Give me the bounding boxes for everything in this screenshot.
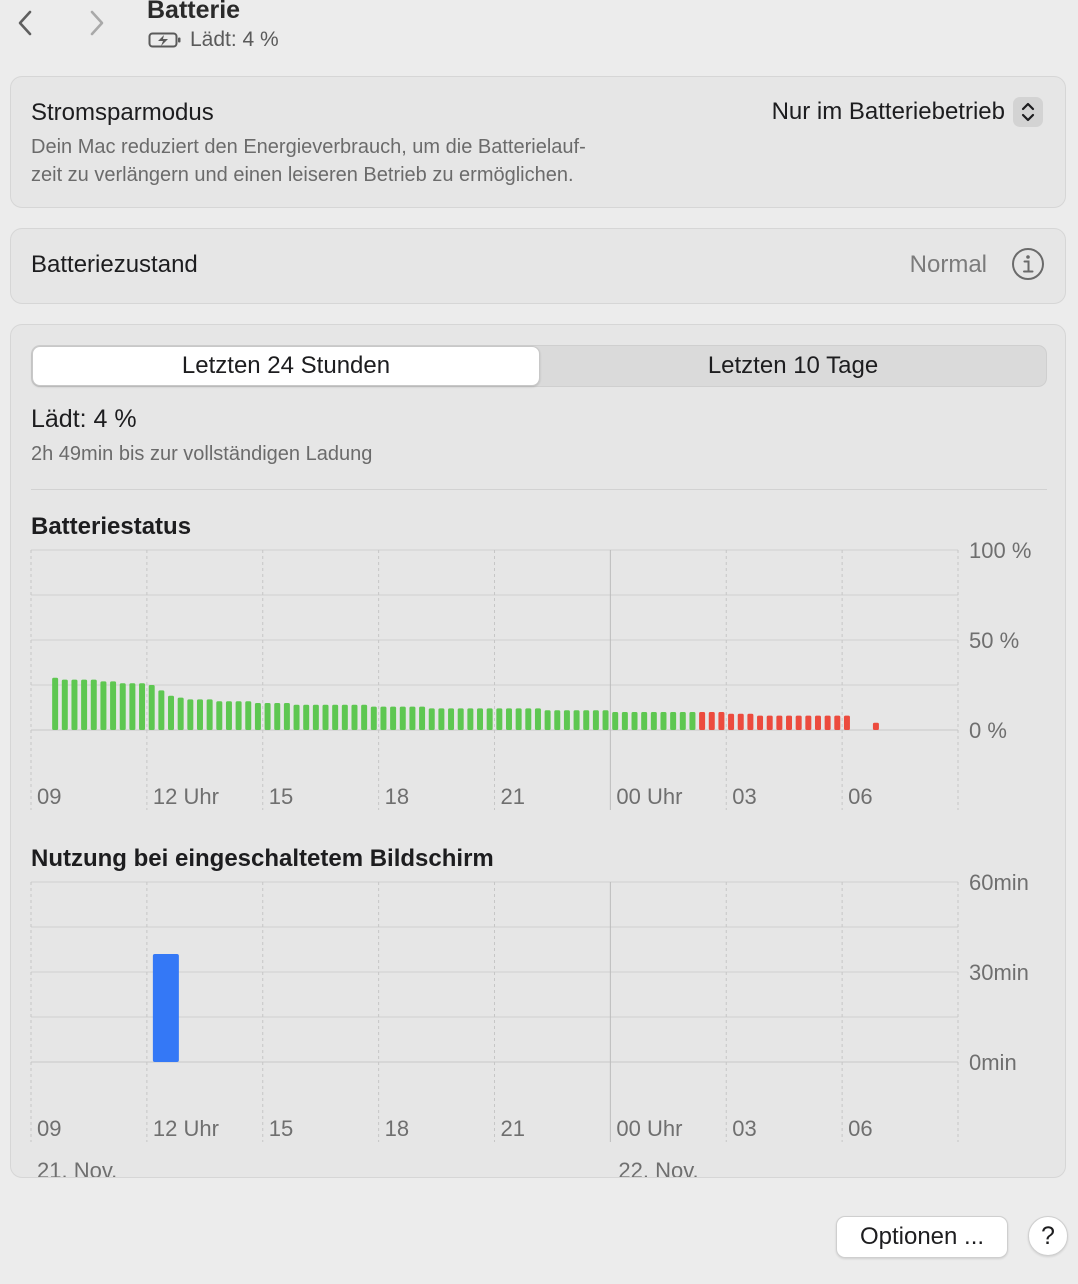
battery-charging-icon bbox=[148, 31, 182, 49]
battery-bar-charged bbox=[236, 701, 242, 730]
battery-bar-charged bbox=[670, 712, 676, 730]
battery-bar-charged bbox=[120, 683, 126, 730]
battery-bar-charged bbox=[245, 701, 251, 730]
time-remaining: 2h 49min bis zur vollständigen Ladung bbox=[31, 443, 373, 465]
battery-bar-charged bbox=[516, 708, 522, 730]
battery-bar-low bbox=[815, 716, 821, 730]
popup-selected-value: Nur im Batteriebetrieb bbox=[771, 98, 1005, 125]
battery-chart-x-tick-label: 00 Uhr bbox=[616, 784, 683, 809]
battery-bar-charged bbox=[390, 707, 396, 730]
battery-chart-x-tick-label: 12 Uhr bbox=[152, 784, 219, 809]
battery-bar-low bbox=[699, 712, 705, 730]
battery-bar-charged bbox=[438, 708, 444, 730]
date-label: 22. Nov. bbox=[618, 1158, 699, 1177]
battery-bar-charged bbox=[429, 708, 435, 730]
battery-bar-charged bbox=[641, 712, 647, 730]
battery-bar-charged bbox=[496, 708, 502, 730]
usage-chart-title: Nutzung bei eingeschaltetem Bildschirm bbox=[31, 845, 494, 872]
battery-chart-x-tick-label: 18 bbox=[384, 784, 410, 809]
battery-bar-charged bbox=[564, 710, 570, 730]
subtitle-text: Lädt: 4 % bbox=[190, 28, 279, 51]
usage-chart-y-tick-label: 60min bbox=[969, 870, 1029, 895]
battery-bar-charged bbox=[332, 705, 338, 730]
battery-bar-low bbox=[738, 714, 744, 730]
battery-bar-low bbox=[825, 716, 831, 730]
battery-bar-charged bbox=[100, 681, 106, 730]
battery-bar-charged bbox=[545, 710, 551, 730]
battery-bar-charged bbox=[632, 712, 638, 730]
battery-bar-charged bbox=[323, 705, 329, 730]
battery-bar-low bbox=[757, 716, 763, 730]
battery-health-title: Batteriezustand bbox=[31, 251, 198, 278]
battery-bar-charged bbox=[294, 705, 300, 730]
usage-chart-x-tick-label: 15 bbox=[268, 1116, 294, 1141]
battery-bar-charged bbox=[409, 707, 415, 730]
usage-chart-x-tick-label: 21 bbox=[500, 1116, 525, 1141]
battery-bar-charged bbox=[255, 703, 261, 730]
battery-bar-charged bbox=[284, 703, 290, 730]
help-button[interactable]: ? bbox=[1028, 1216, 1068, 1256]
battery-bar-low bbox=[786, 716, 792, 730]
battery-bar-charged bbox=[680, 712, 686, 730]
battery-bar-charged bbox=[400, 707, 406, 730]
chevron-right-icon[interactable] bbox=[80, 6, 114, 40]
battery-chart-y-tick-label: 50 % bbox=[969, 628, 1020, 653]
battery-chart-y-tick-label: 0 % bbox=[969, 718, 1007, 743]
battery-bar-charged bbox=[139, 683, 145, 730]
battery-bar-charged bbox=[168, 696, 174, 730]
usage-chart-x-tick-label: 03 bbox=[732, 1116, 757, 1141]
charge-status: Lädt: 4 % bbox=[31, 405, 137, 433]
usage-chart-y-tick-label: 30min bbox=[969, 960, 1029, 985]
battery-chart-x-tick-label: 15 bbox=[268, 784, 294, 809]
battery-chart-y-tick-label: 100 % bbox=[969, 538, 1032, 563]
battery-bar-charged bbox=[207, 699, 213, 730]
battery-bar-charged bbox=[313, 705, 319, 730]
options-button[interactable]: Optionen ... bbox=[836, 1216, 1008, 1258]
battery-bar-low bbox=[844, 716, 850, 730]
battery-chart-x-tick-label: 21 bbox=[500, 784, 525, 809]
page-title: Batterie bbox=[147, 0, 241, 24]
battery-bar-charged bbox=[149, 685, 155, 730]
up-down-chevron-icon[interactable] bbox=[1013, 97, 1043, 127]
battery-bar-charged bbox=[448, 708, 454, 730]
description-line-1: Dein Mac reduziert den Energieverbrauch, um die Batterielauf- bbox=[31, 136, 586, 158]
battery-bar-charged bbox=[660, 712, 666, 730]
battery-bar-charged bbox=[535, 708, 541, 730]
usage-card bbox=[10, 324, 1066, 1178]
battery-bar-charged bbox=[689, 712, 695, 730]
battery-bar-charged bbox=[62, 680, 68, 730]
battery-bar-low bbox=[776, 716, 782, 730]
battery-bar-charged bbox=[197, 699, 203, 730]
power-saving-popup[interactable] bbox=[772, 97, 1043, 127]
power-saving-description bbox=[31, 133, 711, 189]
usage-chart-x-tick-label: 18 bbox=[384, 1116, 410, 1141]
battery-bar-charged bbox=[525, 708, 531, 730]
battery-bar-charged bbox=[110, 681, 116, 730]
battery-bar-low bbox=[709, 712, 715, 730]
battery-bar-low bbox=[873, 723, 879, 730]
battery-chart-x-tick-label: 09 bbox=[37, 784, 62, 809]
usage-bar bbox=[153, 954, 179, 1062]
tab-last-24-hours[interactable]: Letzten 24 Stunden bbox=[32, 346, 540, 386]
battery-bar-low bbox=[796, 716, 802, 730]
battery-bar-charged bbox=[303, 705, 309, 730]
battery-bar-charged bbox=[226, 701, 232, 730]
battery-bar-low bbox=[728, 714, 734, 730]
usage-chart-x-tick-label: 09 bbox=[37, 1116, 62, 1141]
battery-bar-charged bbox=[603, 710, 609, 730]
tab-last-10-days[interactable]: Letzten 10 Tage bbox=[707, 352, 879, 379]
battery-bar-charged bbox=[506, 708, 512, 730]
battery-bar-charged bbox=[651, 712, 657, 730]
battery-bar-charged bbox=[554, 710, 560, 730]
usage-chart-x-tick-label: 06 bbox=[848, 1116, 873, 1141]
battery-health-value: Normal bbox=[909, 251, 987, 278]
battery-bar-charged bbox=[178, 698, 184, 730]
battery-bar-charged bbox=[622, 712, 628, 730]
usage-chart-x-tick-label: 00 Uhr bbox=[616, 1116, 683, 1141]
battery-bar-charged bbox=[371, 707, 377, 730]
battery-bar-charged bbox=[91, 680, 97, 730]
battery-bar-low bbox=[834, 716, 840, 730]
usage-chart-x-tick-label: 12 Uhr bbox=[152, 1116, 219, 1141]
battery-bar-charged bbox=[593, 710, 599, 730]
battery-bar-charged bbox=[129, 683, 135, 730]
battery-bar-charged bbox=[274, 703, 280, 730]
battery-bar-charged bbox=[477, 708, 483, 730]
battery-bar-charged bbox=[71, 680, 77, 730]
battery-bar-low bbox=[718, 712, 724, 730]
battery-bar-charged bbox=[216, 701, 222, 730]
battery-bar-charged bbox=[265, 703, 271, 730]
battery-chart-title: Batteriestatus bbox=[31, 513, 192, 540]
battery-bar-charged bbox=[380, 707, 386, 730]
battery-health-card bbox=[10, 228, 1066, 304]
window-header bbox=[0, 0, 1078, 62]
battery-bar-charged bbox=[158, 690, 164, 730]
battery-bar-charged bbox=[52, 678, 58, 730]
charge-subtitle bbox=[148, 28, 279, 52]
battery-bar-charged bbox=[342, 705, 348, 730]
battery-bar-charged bbox=[583, 710, 589, 730]
battery-bar-charged bbox=[419, 707, 425, 730]
usage-charts bbox=[11, 325, 1067, 1177]
battery-bar-charged bbox=[187, 699, 193, 730]
battery-bar-charged bbox=[612, 712, 618, 730]
battery-bar-charged bbox=[574, 710, 580, 730]
battery-bar-charged bbox=[467, 708, 473, 730]
power-saving-card bbox=[10, 76, 1066, 208]
battery-bar-charged bbox=[487, 708, 493, 730]
usage-chart-y-tick-label: 0min bbox=[969, 1050, 1017, 1075]
battery-chart-x-tick-label: 06 bbox=[848, 784, 873, 809]
battery-bar-charged bbox=[361, 705, 367, 730]
battery-bar-low bbox=[767, 716, 773, 730]
battery-bar-low bbox=[805, 716, 811, 730]
battery-chart-x-tick-label: 03 bbox=[732, 784, 757, 809]
battery-bar-charged bbox=[81, 680, 87, 730]
chevron-left-icon[interactable] bbox=[10, 6, 44, 40]
battery-bar-charged bbox=[458, 708, 464, 730]
battery-bar-charged bbox=[351, 705, 357, 730]
power-saving-title: Stromsparmodus bbox=[31, 99, 214, 126]
description-line-2: zeit zu verlängern und einen leiseren Betrieb zu ermöglichen. bbox=[31, 164, 574, 186]
info-icon[interactable] bbox=[1011, 247, 1045, 281]
battery-bar-low bbox=[747, 714, 753, 730]
date-label: 21. Nov. bbox=[37, 1158, 118, 1177]
